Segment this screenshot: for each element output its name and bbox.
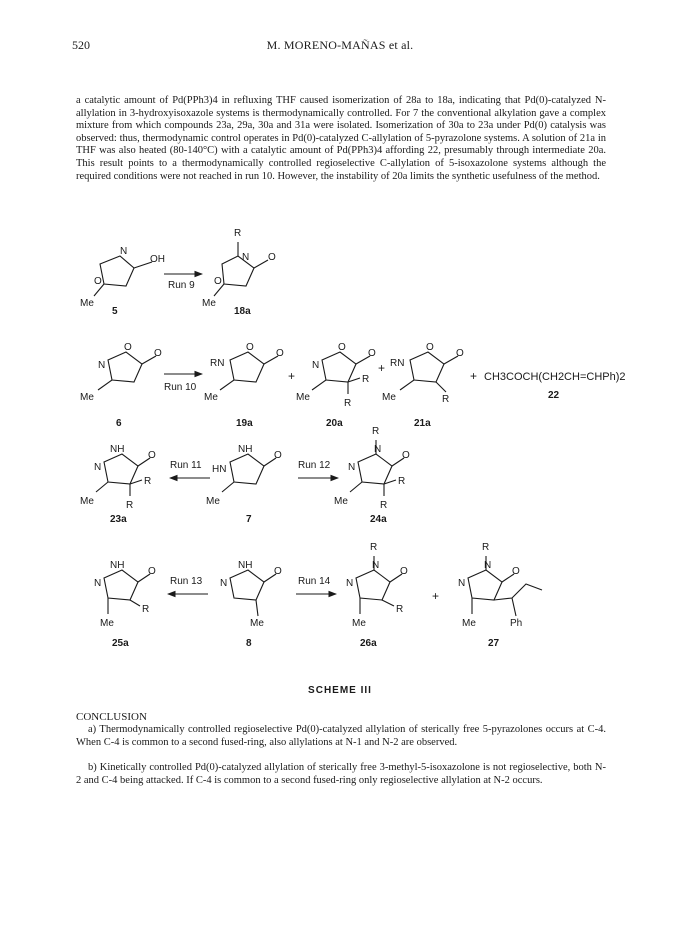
running-head: M. MORENO-MAÑAS et al. [266, 38, 414, 52]
atom-label: O [368, 348, 376, 359]
plus-sign: + [378, 361, 386, 375]
atom-label: O [154, 348, 162, 359]
atom-label: O [512, 566, 520, 577]
atom-label: O [268, 252, 276, 263]
compound-label: 25a [112, 638, 129, 649]
run-label: Run 9 [168, 280, 195, 291]
conclusion-a: a) Thermodynamically controlled regioselective Pd(0)-catalyzed allylation of sterically free 5-pyrazolones occurs at C-4. When C-4 is common to a second fused-ring, also allylations at N-1 and N-2 are observed. [76, 724, 606, 748]
atom-label: Me [100, 618, 114, 629]
compound-label: 23a [110, 514, 127, 525]
atom-label: N [458, 578, 466, 589]
atom-label: R [126, 500, 134, 511]
atom-label: R [398, 476, 406, 487]
atom-label: O [214, 276, 222, 287]
atom-label: O [246, 342, 254, 353]
atom-label: N [374, 444, 382, 455]
atom-label: Me [80, 496, 94, 507]
atom-label: Me [296, 392, 310, 403]
plus-sign: + [470, 369, 478, 383]
atom-label: N [346, 578, 354, 589]
atom-label: NH [110, 560, 125, 571]
compound-label: 24a [370, 514, 387, 525]
atom-label: N [372, 560, 380, 571]
atom-label: N [98, 360, 106, 371]
conclusion-heading: CONCLUSION [76, 711, 147, 723]
formula-22: CH3COCH(CH2CH=CHPh)2 [484, 371, 626, 383]
page-number: 520 [72, 38, 90, 52]
atom-label: N [94, 462, 102, 473]
compound-label: 20a [326, 418, 343, 429]
atom-label: R [234, 228, 242, 239]
compound-label: 26a [360, 638, 377, 649]
run-label: Run 10 [164, 382, 197, 393]
atom-label: R [482, 542, 490, 553]
atom-label: R [380, 500, 388, 511]
atom-label: O [148, 566, 156, 577]
atom-label: O [94, 276, 102, 287]
compound-label: 5 [112, 306, 118, 317]
atom-label: Me [204, 392, 218, 403]
atom-label: NH [238, 560, 253, 571]
run-label: Run 12 [298, 460, 331, 471]
atom-label: R [344, 398, 352, 409]
atom-label: N [484, 560, 492, 571]
scheme-svg [60, 222, 630, 692]
atom-label: O [276, 348, 284, 359]
atom-label: N [120, 246, 128, 257]
page-header [0, 38, 680, 54]
atom-label: Me [80, 392, 94, 403]
atom-label: O [456, 348, 464, 359]
atom-label: NH [238, 444, 253, 455]
compound-label: 27 [488, 638, 500, 649]
atom-label: HN [212, 464, 227, 475]
compound-label: 7 [246, 514, 252, 525]
atom-label: R [372, 426, 380, 437]
atom-label: OH [150, 254, 165, 265]
atom-label: R [370, 542, 378, 553]
atom-label: O [148, 450, 156, 461]
compound-label: 18a [234, 306, 251, 317]
atom-label: R [144, 476, 152, 487]
atom-label: N [242, 252, 250, 263]
atom-label: O [274, 566, 282, 577]
atom-label: Me [382, 392, 396, 403]
atom-label: N [220, 578, 228, 589]
atom-label: O [124, 342, 132, 353]
atom-label: R [362, 374, 370, 385]
compound-label: 22 [548, 390, 560, 401]
run-label: Run 11 [170, 460, 202, 471]
compound-label: 6 [116, 418, 122, 429]
compound-label: 8 [246, 638, 252, 649]
compound-label: 19a [236, 418, 253, 429]
atom-label: R [396, 604, 404, 615]
atom-label: N [348, 462, 356, 473]
atom-label: O [338, 342, 346, 353]
atom-label: RN [210, 358, 225, 369]
atom-label: O [402, 450, 410, 461]
atom-label: Me [250, 618, 264, 629]
atom-label: RN [390, 358, 405, 369]
atom-label: O [400, 566, 408, 577]
plus-sign: + [288, 369, 296, 383]
body-paragraph: a catalytic amount of Pd(PPh3)4 in refluxing THF caused isomerization of 28a to 18a, indicating that Pd(0)-catalyzed N-allylation in 3-hydroxyisoxazole systems is thermodynamically controlled. For 7 the conventional alkylation gave a complex mixture from which compounds 23a, 29a, 30a and 31a were isolated. Isomerization of 30a to 23a under Pd(0) catalysis was observed: thus, thermodynamic control operates in Pd(0)-catalyzed C-allylation of 5-pyrazolone systems. A solution of 21a in THF was also heated (80-140°C) with a catalytic amount of Pd(PPh3)4 affording 22, presumably through intermediate 20a. This result points to a thermodynamically controlled regioselective C-allylation of 5-isoxazolone systems although the required conditions were not reached in run 10. However, the instability of 20a limits the synthetic usefulness of the method. [76, 95, 606, 182]
atom-label: Me [462, 618, 476, 629]
atom-label: R [442, 394, 450, 405]
run-label: Run 13 [170, 576, 203, 587]
atom-label: N [94, 578, 102, 589]
atom-label: N [312, 360, 320, 371]
conclusion-b: b) Kinetically controlled Pd(0)-catalyzed allylation of sterically free 3-methyl-5-isoxazolone is not regioselective, both N-2 and C-4 being attacked. If C-4 is common to a second fused-ring only regioselective allylation at N-2 occurs. [76, 762, 606, 786]
atom-label: Ph [510, 618, 523, 629]
reaction-scheme [60, 222, 630, 692]
atom-label: Me [80, 298, 94, 309]
atom-label: R [142, 604, 150, 615]
atom-label: Me [206, 496, 220, 507]
atom-label: O [426, 342, 434, 353]
run-label: Run 14 [298, 576, 331, 587]
atom-label: O [274, 450, 282, 461]
atom-label: Me [334, 496, 348, 507]
atom-label: NH [110, 444, 125, 455]
atom-label: Me [202, 298, 216, 309]
plus-sign: + [432, 589, 440, 603]
atom-label: Me [352, 618, 366, 629]
scheme-caption: SCHEME III [308, 685, 372, 696]
compound-label: 21a [414, 418, 431, 429]
